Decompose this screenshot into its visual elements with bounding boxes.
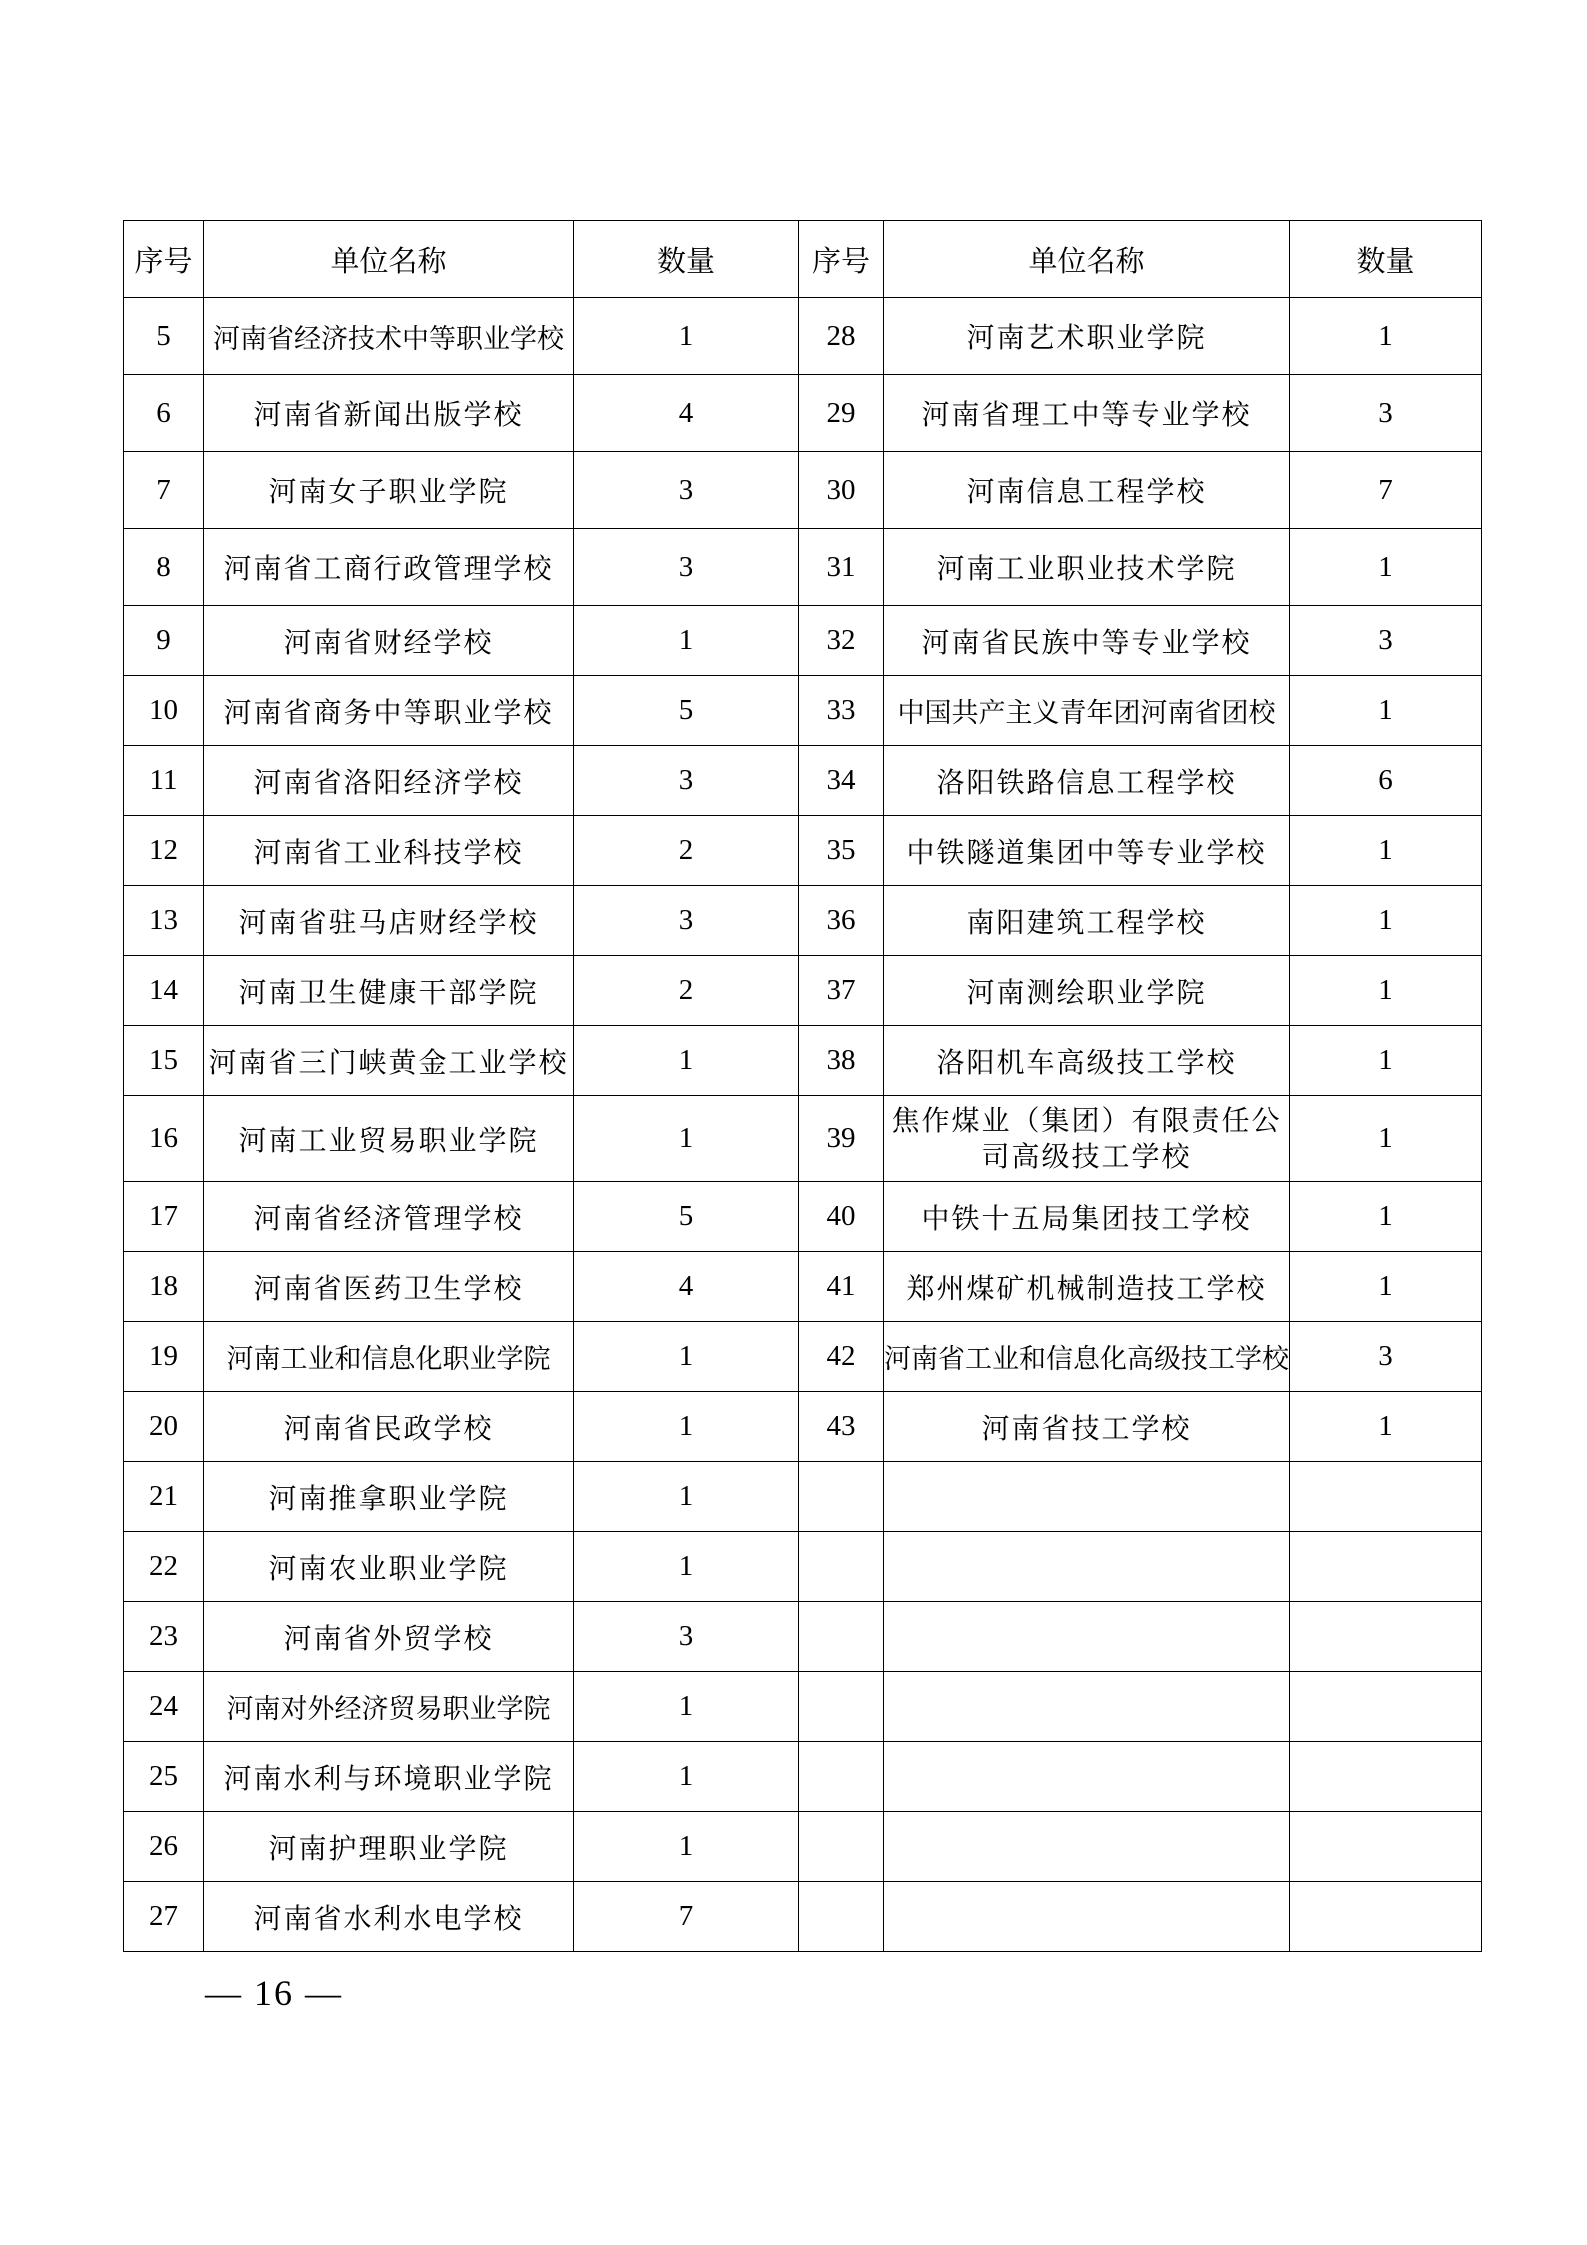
- right-seq-cell: 31: [799, 529, 884, 606]
- left-name-cell: 河南省外贸学校: [204, 1602, 574, 1672]
- right-seq-cell: 38: [799, 1026, 884, 1096]
- right-name-cell: 中国共产主义青年团河南省团校: [884, 676, 1290, 746]
- right-name-cell: 河南省理工中等专业学校: [884, 375, 1290, 452]
- left-name-cell: 河南省驻马店财经学校: [204, 886, 574, 956]
- right-seq-cell: 34: [799, 746, 884, 816]
- left-name-cell: 河南省商务中等职业学校: [204, 676, 574, 746]
- right-count-cell: [1290, 1602, 1482, 1672]
- left-name-cell: 河南对外经济贸易职业学院: [204, 1672, 574, 1742]
- left-count-cell: 3: [574, 1602, 799, 1672]
- right-name-cell: [884, 1742, 1290, 1812]
- table-row: [124, 1812, 1482, 1882]
- right-seq-cell: [799, 1882, 884, 1952]
- left-name-cell: 河南女子职业学院: [204, 452, 574, 529]
- right-seq-cell: 41: [799, 1252, 884, 1322]
- right-seq-cell: [799, 1602, 884, 1672]
- table-row: [124, 1882, 1482, 1952]
- right-count-cell: 1: [1290, 886, 1482, 956]
- table-row: [124, 956, 1482, 1026]
- left-name-cell: 河南省三门峡黄金工业学校: [204, 1026, 574, 1096]
- right-seq-cell: [799, 1462, 884, 1532]
- table-row: [124, 886, 1482, 956]
- right-name-cell: [884, 1602, 1290, 1672]
- right-count-cell: 1: [1290, 1392, 1482, 1462]
- right-count-cell: [1290, 1462, 1482, 1532]
- right-count-cell: 3: [1290, 375, 1482, 452]
- left-count-cell: 4: [574, 375, 799, 452]
- left-name-cell: 河南省工商行政管理学校: [204, 529, 574, 606]
- left-count-cell: 1: [574, 1462, 799, 1532]
- right-seq-cell: 29: [799, 375, 884, 452]
- header-name-right: 单位名称: [884, 221, 1290, 298]
- right-count-cell: [1290, 1882, 1482, 1952]
- left-count-cell: 3: [574, 529, 799, 606]
- left-seq-cell: 23: [124, 1602, 204, 1672]
- left-seq-cell: 8: [124, 529, 204, 606]
- left-name-cell: 河南省水利水电学校: [204, 1882, 574, 1952]
- right-count-cell: [1290, 1812, 1482, 1882]
- left-seq-cell: 9: [124, 606, 204, 676]
- right-seq-cell: 36: [799, 886, 884, 956]
- right-count-cell: 7: [1290, 452, 1482, 529]
- table-row: [124, 606, 1482, 676]
- left-seq-cell: 24: [124, 1672, 204, 1742]
- left-count-cell: 1: [574, 1322, 799, 1392]
- right-name-cell: 焦作煤业（集团）有限责任公司高级技工学校: [884, 1096, 1290, 1182]
- right-name-cell: 河南信息工程学校: [884, 452, 1290, 529]
- right-name-cell: 洛阳铁路信息工程学校: [884, 746, 1290, 816]
- left-count-cell: 5: [574, 1182, 799, 1252]
- table-row: [124, 375, 1482, 452]
- left-count-cell: 3: [574, 886, 799, 956]
- left-name-cell: 河南省财经学校: [204, 606, 574, 676]
- left-count-cell: 5: [574, 676, 799, 746]
- header-count-right: 数量: [1290, 221, 1482, 298]
- left-name-cell: 河南护理职业学院: [204, 1812, 574, 1882]
- left-name-cell: 河南推拿职业学院: [204, 1462, 574, 1532]
- right-name-cell: 河南省技工学校: [884, 1392, 1290, 1462]
- right-seq-cell: 40: [799, 1182, 884, 1252]
- table-row: [124, 1322, 1482, 1392]
- right-count-cell: 1: [1290, 1252, 1482, 1322]
- right-seq-cell: 32: [799, 606, 884, 676]
- left-count-cell: 1: [574, 1026, 799, 1096]
- left-name-cell: 河南省经济技术中等职业学校: [204, 298, 574, 375]
- left-seq-cell: 26: [124, 1812, 204, 1882]
- right-seq-cell: 43: [799, 1392, 884, 1462]
- left-name-cell: 河南省新闻出版学校: [204, 375, 574, 452]
- left-name-cell: 河南省医药卫生学校: [204, 1252, 574, 1322]
- left-name-cell: 河南省民政学校: [204, 1392, 574, 1462]
- table-row: [124, 1252, 1482, 1322]
- left-seq-cell: 16: [124, 1096, 204, 1182]
- right-count-cell: 1: [1290, 676, 1482, 746]
- table-row: [124, 1532, 1482, 1602]
- table-body: [124, 298, 1482, 1952]
- header-seq-right: 序号: [799, 221, 884, 298]
- table-row: [124, 1672, 1482, 1742]
- left-name-cell: 河南工业贸易职业学院: [204, 1096, 574, 1182]
- left-count-cell: 1: [574, 298, 799, 375]
- right-count-cell: 1: [1290, 298, 1482, 375]
- right-count-cell: 1: [1290, 529, 1482, 606]
- right-seq-cell: [799, 1672, 884, 1742]
- left-name-cell: 河南工业和信息化职业学院: [204, 1322, 574, 1392]
- right-count-cell: 1: [1290, 1026, 1482, 1096]
- right-name-cell: 河南省工业和信息化高级技工学校: [884, 1322, 1290, 1392]
- page-number: — 16 —: [205, 1973, 343, 2013]
- left-seq-cell: 19: [124, 1322, 204, 1392]
- left-seq-cell: 6: [124, 375, 204, 452]
- left-count-cell: 3: [574, 746, 799, 816]
- left-seq-cell: 17: [124, 1182, 204, 1252]
- left-count-cell: 1: [574, 1812, 799, 1882]
- left-count-cell: 1: [574, 1672, 799, 1742]
- right-name-cell: 南阳建筑工程学校: [884, 886, 1290, 956]
- left-count-cell: 4: [574, 1252, 799, 1322]
- right-name-cell: 河南省民族中等专业学校: [884, 606, 1290, 676]
- left-count-cell: 1: [574, 1096, 799, 1182]
- left-count-cell: 3: [574, 452, 799, 529]
- right-name-cell: [884, 1812, 1290, 1882]
- left-seq-cell: 7: [124, 452, 204, 529]
- left-seq-cell: 12: [124, 816, 204, 886]
- table-row: [124, 1182, 1482, 1252]
- left-seq-cell: 13: [124, 886, 204, 956]
- right-name-cell: 河南工业职业技术学院: [884, 529, 1290, 606]
- right-count-cell: 1: [1290, 1182, 1482, 1252]
- right-name-cell: 中铁十五局集团技工学校: [884, 1182, 1290, 1252]
- right-name-cell: [884, 1462, 1290, 1532]
- right-count-cell: 1: [1290, 1096, 1482, 1182]
- table-row: [124, 816, 1482, 886]
- left-seq-cell: 18: [124, 1252, 204, 1322]
- table-row: [124, 1096, 1482, 1182]
- left-seq-cell: 22: [124, 1532, 204, 1602]
- right-count-cell: 1: [1290, 956, 1482, 1026]
- right-name-cell: 中铁隧道集团中等专业学校: [884, 816, 1290, 886]
- table-row: [124, 452, 1482, 529]
- table-row: [124, 676, 1482, 746]
- right-name-cell: [884, 1882, 1290, 1952]
- right-count-cell: 3: [1290, 1322, 1482, 1392]
- left-count-cell: 2: [574, 956, 799, 1026]
- right-name-cell: 河南艺术职业学院: [884, 298, 1290, 375]
- left-count-cell: 1: [574, 1532, 799, 1602]
- table-row: [124, 1602, 1482, 1672]
- right-seq-cell: [799, 1812, 884, 1882]
- left-name-cell: 河南省工业科技学校: [204, 816, 574, 886]
- right-name-cell: 河南测绘职业学院: [884, 956, 1290, 1026]
- table-row: [124, 1026, 1482, 1096]
- header-count-left: 数量: [574, 221, 799, 298]
- allocation-table: [123, 220, 1482, 1952]
- left-count-cell: 7: [574, 1882, 799, 1952]
- left-name-cell: 河南省经济管理学校: [204, 1182, 574, 1252]
- left-count-cell: 1: [574, 1742, 799, 1812]
- left-name-cell: 河南省洛阳经济学校: [204, 746, 574, 816]
- left-seq-cell: 5: [124, 298, 204, 375]
- right-seq-cell: [799, 1532, 884, 1602]
- left-name-cell: 河南农业职业学院: [204, 1532, 574, 1602]
- right-seq-cell: [799, 1742, 884, 1812]
- left-count-cell: 1: [574, 1392, 799, 1462]
- header-name-left: 单位名称: [204, 221, 574, 298]
- left-name-cell: 河南水利与环境职业学院: [204, 1742, 574, 1812]
- right-seq-cell: 30: [799, 452, 884, 529]
- table-row: [124, 1742, 1482, 1812]
- table-row: [124, 298, 1482, 375]
- left-count-cell: 1: [574, 606, 799, 676]
- left-seq-cell: 27: [124, 1882, 204, 1952]
- left-count-cell: 2: [574, 816, 799, 886]
- right-name-cell: [884, 1532, 1290, 1602]
- right-name-cell: [884, 1672, 1290, 1742]
- right-count-cell: 1: [1290, 816, 1482, 886]
- left-seq-cell: 10: [124, 676, 204, 746]
- left-seq-cell: 15: [124, 1026, 204, 1096]
- table-row: [124, 1392, 1482, 1462]
- right-seq-cell: 33: [799, 676, 884, 746]
- table-row: [124, 529, 1482, 606]
- table-row: [124, 1462, 1482, 1532]
- right-count-cell: [1290, 1532, 1482, 1602]
- right-count-cell: [1290, 1742, 1482, 1812]
- right-seq-cell: 42: [799, 1322, 884, 1392]
- left-seq-cell: 25: [124, 1742, 204, 1812]
- left-seq-cell: 20: [124, 1392, 204, 1462]
- left-seq-cell: 21: [124, 1462, 204, 1532]
- header-row: [124, 221, 1482, 298]
- right-count-cell: 3: [1290, 606, 1482, 676]
- left-name-cell: 河南卫生健康干部学院: [204, 956, 574, 1026]
- header-seq-left: 序号: [124, 221, 204, 298]
- right-count-cell: [1290, 1672, 1482, 1742]
- right-seq-cell: 39: [799, 1096, 884, 1182]
- right-seq-cell: 28: [799, 298, 884, 375]
- right-count-cell: 6: [1290, 746, 1482, 816]
- left-seq-cell: 11: [124, 746, 204, 816]
- right-seq-cell: 35: [799, 816, 884, 886]
- right-name-cell: 洛阳机车高级技工学校: [884, 1026, 1290, 1096]
- right-name-cell: 郑州煤矿机械制造技工学校: [884, 1252, 1290, 1322]
- right-seq-cell: 37: [799, 956, 884, 1026]
- table-row: [124, 746, 1482, 816]
- left-seq-cell: 14: [124, 956, 204, 1026]
